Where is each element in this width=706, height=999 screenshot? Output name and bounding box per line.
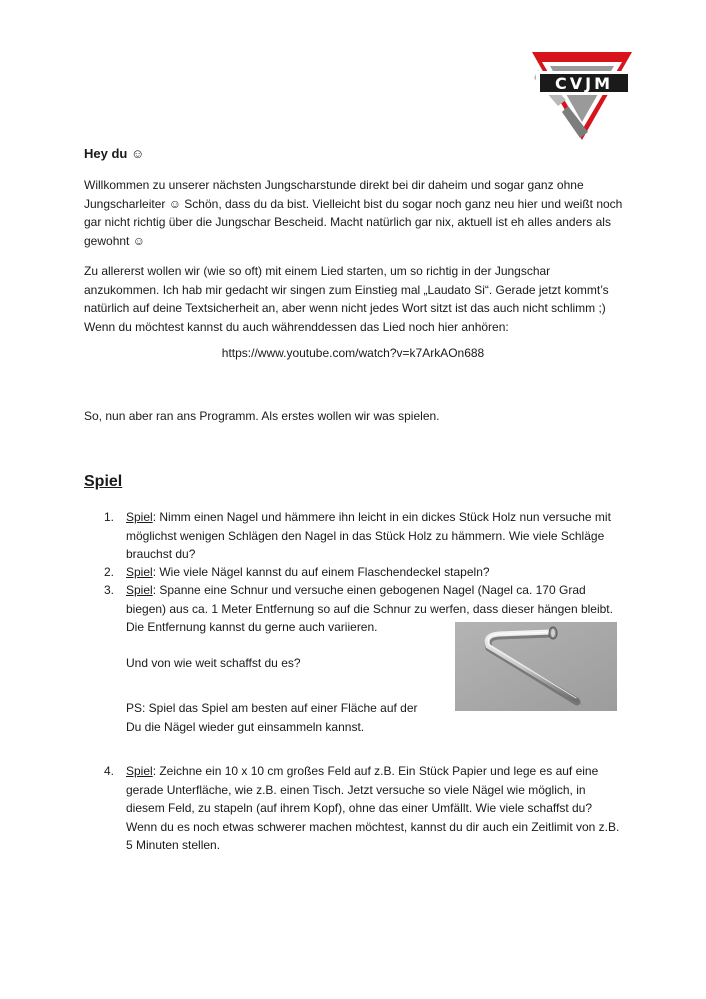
greeting-heading: Hey du ☺ — [84, 146, 145, 161]
list-number: 3. — [104, 583, 115, 597]
list-number: 4. — [104, 764, 115, 778]
list-label: Spiel — [126, 583, 153, 597]
list-text: : Spanne eine Schnur und versuche einen gebogenen Nagel (Nagel ca. 170 Grad biegen) aus ca. 1 Meter Entfernung so auf die Schnur zu werfen, dass dieser hängen bleibt. Die Entfernung kannst du gerne auch variieren. — [126, 583, 613, 634]
list-text: : Zeichne ein 10 x 10 cm großes Feld auf z.B. Ein Stück Papier und lege es auf eine gerade Unterfläche, wie z.B. einen Tisch. Jetzt versuche so viele Nägel wie möglich, in diesem Feld, zu stapeln (auf ihrem Kopf), ohne das einer Umfällt. Wie viele schaffst du? Wenn du es noch etwas schwerer machen möchtest, kannst du dir auch ein Zeitlimit von z.B. 5 Minuten stellen. — [126, 764, 620, 852]
bent-nail-photo-icon — [455, 622, 617, 711]
intro-paragraph-2: Zu allererst wollen wir (wie so oft) mit einem Lied starten, um so richtig in der Jungschar anzukommen. Ich hab mir gedacht wir singen zum Einstieg mal „Laudato Si“. Gerade jetzt kommt’s natürlich auf deine Textsicherheit an, aber wenn nicht jedes Wort sitzt ist das auch nicht schlimm ;) Wenn du möchtest kannst du auch währenddessen das Lied noch hier anhören: — [84, 264, 609, 334]
section-title-spiel: Spiel — [84, 473, 123, 490]
list-label: Spiel — [126, 565, 153, 579]
sub-text-distance: Und von wie weit schaffst du es? — [126, 656, 301, 670]
youtube-link[interactable]: https://www.youtube.com/watch?v=k7ArkAOn688 — [221, 346, 485, 360]
list-number: 1. — [104, 510, 115, 524]
list-label: Spiel — [126, 764, 153, 778]
sub-text-ps: PS: Spiel das Spiel am besten auf einer Fläche auf der Du die Nägel wieder gut einsammeln kannst. — [126, 701, 418, 734]
list-number: 2. — [104, 565, 115, 579]
intro-paragraph-3: So, nun aber ran ans Programm. Als erstes wollen wir was spielen. — [84, 409, 440, 423]
intro-paragraph-1: Willkommen zu unserer nächsten Jungscharstunde direkt bei dir daheim und sogar ganz ohne Jungscharleiter ☺ Schön, dass du da bist. Vielleicht bist du sogar noch ganz neu hier und weißt noch gar nicht richtig über die Jungschar Bescheid. Macht natürlich gar nix, aktuell ist eh alles anders als gewohnt ☺ — [84, 178, 623, 248]
list-label: Spiel — [126, 510, 153, 524]
list-text: : Wie viele Nägel kannst du auf einem Flaschendeckel stapeln? — [152, 565, 490, 579]
logo-text: CVJM — [555, 74, 613, 93]
cvjm-triangle-logo-icon — [528, 48, 636, 142]
list-text: : Nimm einen Nagel und hämmere ihn leicht in ein dickes Stück Holz nun versuche mit möglichst wenigen Schlägen den Nagel in das Stück Holz zu hämmern. Wie viele Schläge brauchst du? — [126, 510, 611, 561]
